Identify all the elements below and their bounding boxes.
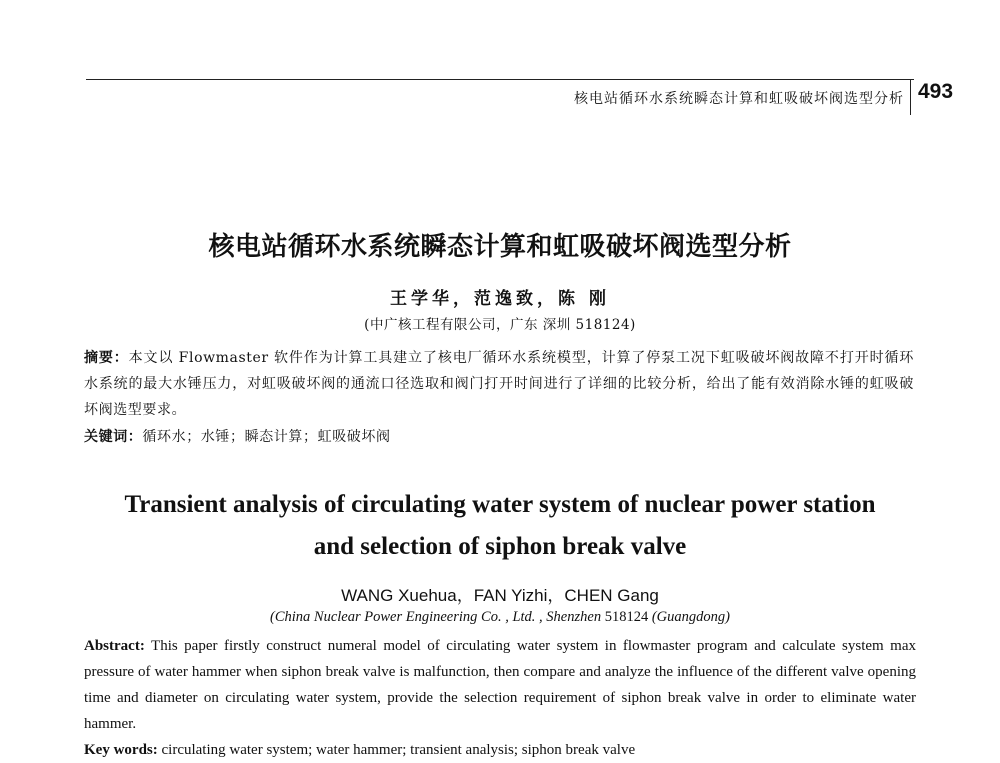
running-title: 核电站循环水系统瞬态计算和虹吸破坏阀选型分析 — [574, 91, 904, 107]
chinese-keywords-label: 关键词： — [84, 429, 143, 445]
chinese-title: 核电站循环水系统瞬态计算和虹吸破坏阀选型分析 — [208, 232, 792, 262]
english-abstract-label: Abstract: — [84, 638, 145, 654]
header-divider — [910, 79, 911, 115]
english-affiliation-region: (Guangdong) — [651, 609, 730, 625]
english-authors: WANG Xuehua，FAN Yizhi，CHEN Gang — [341, 586, 659, 605]
english-keywords — [84, 737, 916, 763]
english-keywords-label: Key words: — [84, 742, 158, 758]
chinese-abstract-label: 摘要： — [84, 350, 129, 366]
english-abstract — [84, 633, 916, 737]
page-number: 493 — [918, 80, 954, 103]
english-title-line-2: and selection of siphon break valve — [313, 533, 687, 560]
english-affiliation-org: (China Nuclear Power Engineering Co. , Ltd. , Shenzhen — [270, 609, 602, 625]
english-abstract-text: This paper firstly construct numeral model of circulating water system in flowmaster program and calculate system max pressure of water hammer when siphon break valve is malfunction, then compare and analyze the influence of the different valve opening time and diameter on circulating water system, provide the selection requirement of siphon break valve in order to eliminate water hammer. — [84, 638, 916, 732]
english-title — [0, 484, 1000, 568]
chinese-authors: 王学华，范逸致，陈 刚 — [390, 289, 610, 309]
english-affiliation — [0, 609, 1000, 626]
english-affiliation-postcode: 518124 — [601, 609, 652, 625]
chinese-abstract — [84, 345, 914, 423]
header-rule — [86, 79, 914, 80]
chinese-keywords — [84, 424, 914, 450]
chinese-abstract-text: 本文以 Flowmaster 软件作为计算工具建立了核电厂循环水系统模型，计算了停泵工况下虹吸破坏阀故障不打开时循环水系统的最大水锤压力，对虹吸破坏阀的通流口径选取和阀门打开时间进行了详细的比较分析，给出了能有效消除水锤的虹吸破坏阀选型要求。 — [84, 350, 914, 418]
chinese-keywords-text: 循环水；水锤；瞬态计算；虹吸破坏阀 — [142, 429, 391, 445]
english-keywords-text: circulating water system; water hammer; transient analysis; siphon break valve — [157, 742, 636, 758]
english-title-line-1: Transient analysis of circulating water system of nuclear power station — [124, 491, 876, 518]
chinese-affiliation: (中广核工程有限公司，广东 深圳 518124) — [364, 317, 636, 333]
